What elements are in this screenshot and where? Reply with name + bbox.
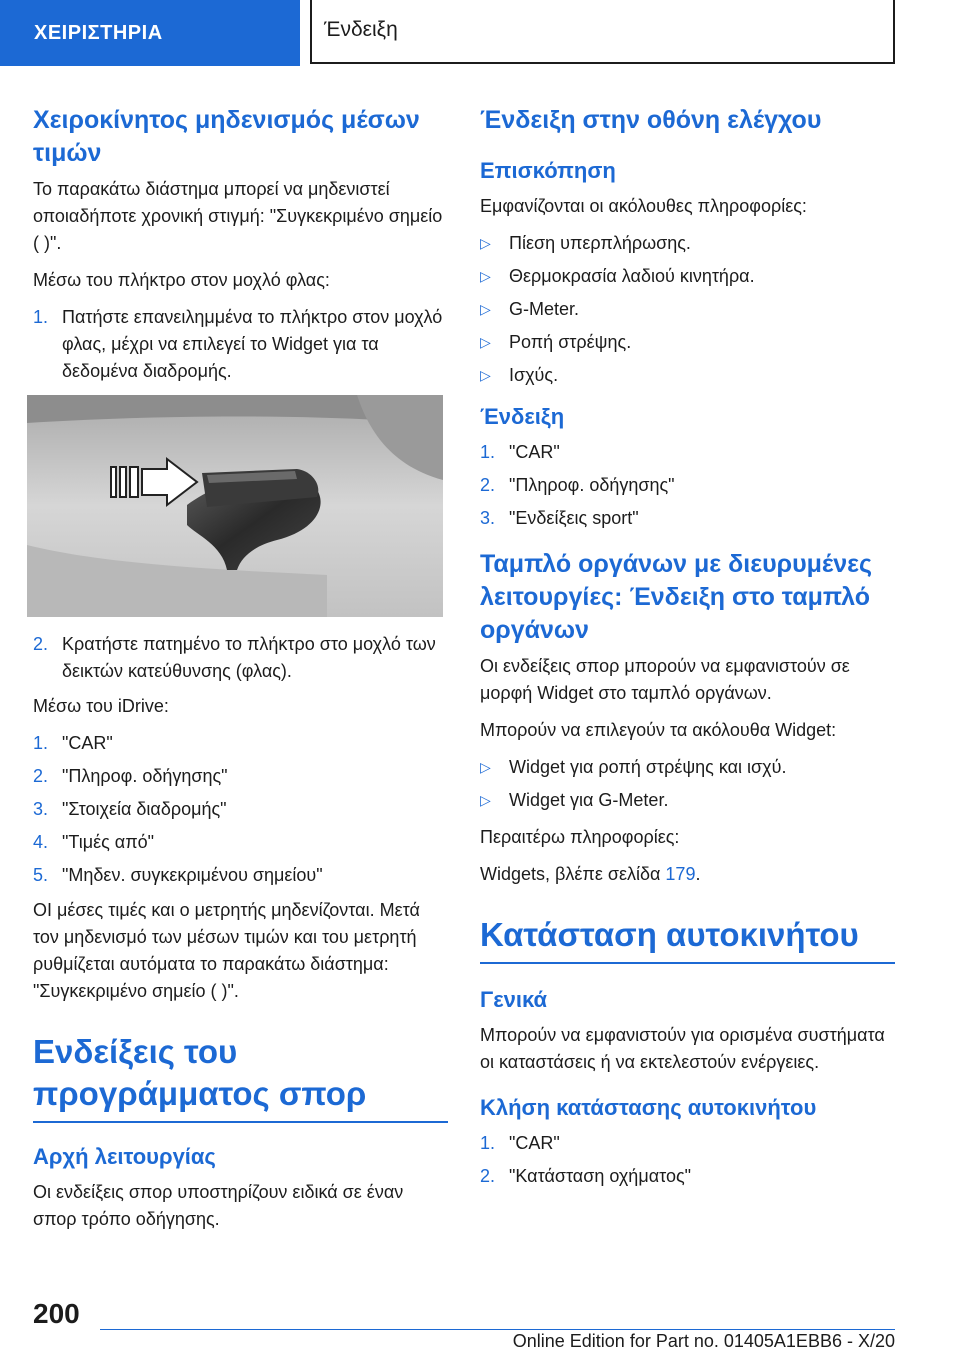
step-number: 2.	[33, 766, 49, 786]
via-button-label: Μέσω του πλήκτρο στον μοχλό φλας:	[33, 270, 330, 290]
step-number: 5.	[33, 865, 49, 885]
display-steps-list	[480, 439, 895, 532]
list-item	[480, 787, 895, 814]
step-text: "CAR"	[509, 442, 560, 462]
widgets-reference	[480, 861, 895, 888]
step-number: 2.	[480, 1166, 496, 1186]
control-display-heading: Ένδειξη στην οθόνη ελέγχου	[480, 106, 822, 134]
step-text: "Μηδεν. συγκεκριμένου σημείου"	[62, 865, 323, 885]
step-number: 3.	[480, 508, 496, 528]
widget-select-label: Μπορούν να επιλεγούν τα ακόλουθα Widget:	[480, 720, 837, 740]
edition-footer: Online Edition for Part no. 01405A1EBB6 - X/20	[512, 1331, 895, 1351]
overview-list	[480, 230, 895, 389]
general-heading: Γενικά	[480, 987, 548, 1012]
left-column	[33, 104, 448, 1243]
vehicle-status-heading: Κατάσταση αυτοκινήτου	[480, 914, 895, 964]
list-item	[33, 862, 448, 889]
step-number: 1.	[480, 442, 496, 462]
step-text: "Τιμές από"	[62, 832, 155, 852]
lever-button-illustration	[27, 395, 443, 617]
instrument-cluster-heading: Ταμπλό οργάνων με διευρυμένες λειτουργίες: Ένδειξη στο ταμπλό οργάνων	[480, 550, 872, 644]
display-heading: Ένδειξη	[480, 404, 565, 429]
topic-title: Ένδειξη	[310, 0, 895, 64]
list-item	[480, 263, 895, 290]
overview-heading: Επισκόπηση	[480, 158, 616, 183]
step-text: "CAR"	[509, 1133, 560, 1153]
idrive-steps-list	[33, 730, 448, 889]
list-item	[480, 505, 895, 532]
triangle-bullet-icon: ▷	[480, 235, 491, 251]
manual-reset-intro: Το παρακάτω διάστημα μπορεί να μηδενιστεί οποιαδήποτε χρονική στιγμή: "Συγκεκριμένο σημείο ( )".	[33, 179, 443, 253]
list-item	[33, 631, 448, 685]
item-text: Θερμοκρασία λαδιού κινητήρα.	[509, 266, 755, 286]
step-number: 1.	[480, 1133, 496, 1153]
list-item	[480, 439, 895, 466]
item-text: Widget για ροπή στρέψης και ισχύ.	[509, 757, 787, 777]
step-number: 2.	[480, 475, 496, 495]
triangle-bullet-icon: ▷	[480, 268, 491, 284]
step-text: "Ενδείξεις sport"	[509, 508, 639, 528]
triangle-bullet-icon: ▷	[480, 301, 491, 317]
step-number: 1.	[33, 307, 49, 327]
step-text: Πατήστε επανειλημμένα το πλήκτρο στον μοχλό φλας, μέχρι να επιλεγεί το Widget για τα δεδομένα διαδρομής.	[62, 307, 443, 381]
right-column	[480, 104, 895, 1198]
list-item	[480, 754, 895, 781]
widgets-reference-text: Widgets, βλέπε σελίδα	[480, 864, 661, 884]
list-item	[480, 362, 895, 389]
list-item	[33, 796, 448, 823]
list-item	[33, 763, 448, 790]
step-text: "Πληροφ. οδήγησης"	[62, 766, 228, 786]
step-number: 2.	[33, 634, 49, 654]
via-idrive-label: Μέσω του iDrive:	[33, 696, 169, 716]
step-number: 1.	[33, 733, 49, 753]
list-item	[33, 304, 448, 385]
principle-heading: Αρχή λειτουργίας	[33, 1144, 216, 1169]
step-text: "Κατάσταση οχήματος"	[509, 1166, 692, 1186]
footer-divider	[100, 1329, 895, 1330]
reference-period: .	[695, 864, 701, 884]
widget-list	[480, 754, 895, 814]
sport-displays-heading: Ενδείξεις του προγράμματος σπορ	[33, 1031, 448, 1123]
step-number: 3.	[33, 799, 49, 819]
general-text: Μπορούν να εμφανιστούν για ορισμένα συστήματα οι καταστάσεις ή να εκτελεστούν ενέργειες.	[480, 1025, 885, 1072]
page-number: 200	[33, 1298, 80, 1329]
list-item	[480, 1163, 895, 1190]
more-info-label: Περαιτέρω πληροφορίες:	[480, 827, 680, 847]
item-text: Widget για G-Meter.	[509, 790, 669, 810]
steps-list-b	[33, 631, 448, 685]
turn-signal-lever-photo-icon	[27, 395, 443, 617]
step-number: 4.	[33, 832, 49, 852]
section-tab[interactable]: ΧΕΙΡΙΣΤΗΡΙΑ	[0, 0, 300, 66]
list-item	[480, 329, 895, 356]
reset-note: ΟΙ μέσες τιμές και ο μετρητής μηδενίζονται. Μετά τον μηδενισμό των μέσων τιμών και του μετρητή ρυθμίζεται αυτόματα το παρακάτω διάστημα: "Συγκεκριμένο σημείο ( )".	[33, 900, 420, 1001]
list-item	[480, 1130, 895, 1157]
triangle-bullet-icon: ▷	[480, 792, 491, 808]
list-item	[33, 829, 448, 856]
step-text: Κρατήστε πατημένο το πλήκτρο στο μοχλό των δεικτών κατεύθυνσης (φλας).	[62, 634, 436, 681]
step-text: "Στοιχεία διαδρομής"	[62, 799, 227, 819]
manual-reset-heading: Χειροκίνητος μηδενισμός μέσων τιμών	[33, 106, 420, 167]
list-item	[33, 730, 448, 757]
triangle-bullet-icon: ▷	[480, 759, 491, 775]
call-status-heading: Κλήση κατάστασης αυτοκινήτου	[480, 1095, 817, 1120]
step-text: "CAR"	[62, 733, 113, 753]
principle-text: Οι ενδείξεις σπορ υποστηρίζουν ειδικά σε έναν σπορ τρόπο οδήγησης.	[33, 1182, 404, 1229]
list-item	[480, 296, 895, 323]
step-text: "Πληροφ. οδήγησης"	[509, 475, 675, 495]
call-status-steps	[480, 1130, 895, 1190]
page-link[interactable]: 179	[665, 864, 696, 884]
item-text: G-Meter.	[509, 299, 580, 319]
item-text: Ροπή στρέψης.	[509, 332, 632, 352]
item-text: Πίεση υπερπλήρωσης.	[509, 233, 691, 253]
page-header	[0, 0, 960, 66]
list-item	[480, 472, 895, 499]
item-text: Ισχύς.	[509, 365, 559, 385]
list-item	[480, 230, 895, 257]
overview-intro: Εμφανίζονται οι ακόλουθες πληροφορίες:	[480, 196, 807, 216]
instrument-cluster-text: Οι ενδείξεις σπορ μπορούν να εμφανιστούν σε μορφή Widget στο ταμπλό οργάνων.	[480, 656, 850, 703]
triangle-bullet-icon: ▷	[480, 334, 491, 350]
triangle-bullet-icon: ▷	[480, 367, 491, 383]
steps-list-a	[33, 304, 448, 385]
